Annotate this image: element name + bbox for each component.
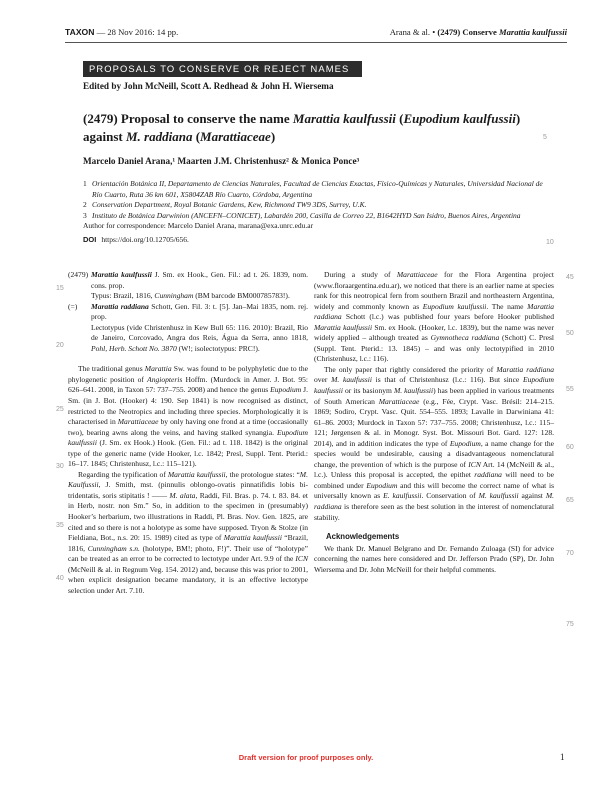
- journal-name: TAXON: [65, 27, 95, 37]
- right-column: [314, 270, 554, 575]
- line-number: 40: [56, 575, 64, 582]
- affiliation-3: 3 Instituto de Botánica Darwinion (ANCEFN–CONICET), Labardén 200, Casilla de Correo 22, B1642HYD San Isidro, Buenos Aires, Argentina: [83, 210, 521, 220]
- line-number: 30: [56, 463, 64, 470]
- proposal-number: (2479): [68, 270, 89, 279]
- line-number: 60: [566, 444, 574, 451]
- paragraph: The traditional genus Marattia Sw. was found to be polyphyletic due to the phylogenetic position of Angiopteris Hoffm. (Murdock in Amer. J. Bot. 95: 626–641. 2008, in Taxon 57: 737–755. 2008) and hence the genus Eupodium J. Sm. (in J. Bot. (Hooker) 4: 190. Sep 1841) is now recognised as distinct, restricted to the Neotropics and including three species. Morphologically it is characterised in Marattiaceae by only having one frond at a time (occasionally two), bearing awns along the veins, and having stalked synangia. Eupodium kaulfussii (J. Sm. ex Hook.) Hook. (Gen. Fil.: ad t. 118. 1842) is the original type of the generic name (vide Hooker, l.c. 1842; Presl, Suppl. Tent. Pterid.: 16–17. 1845; Christenhusz, l.c.: 115–121).: [68, 364, 309, 469]
- line-number: 25: [56, 406, 64, 413]
- line-number: 50: [566, 330, 574, 337]
- left-column: [68, 270, 308, 596]
- running-head-right: Arana & al. • (2479) Conserve Marattia kaulfussii: [389, 27, 567, 37]
- header-rule: [65, 42, 567, 43]
- line-number: 65: [566, 497, 574, 504]
- page-number: 1: [560, 752, 565, 762]
- rejected-name: Marattia raddiana Schott, Gen. Fil. 3: t. [5]. Jan–Mai 1835, nom. rej. prop.: [91, 301, 308, 322]
- conserved-name: Marattia kaulfussii J. Sm. ex Hook., Gen. Fil.: ad t. 26. 1839, nom. cons. prop.: [91, 270, 308, 290]
- line-number: 15: [56, 285, 64, 292]
- rejected-name-entry: [68, 302, 308, 355]
- line-number: 10: [546, 239, 554, 246]
- line-number: 70: [566, 550, 574, 557]
- acknowledgements-heading: Acknowledgements: [326, 532, 400, 542]
- line-number: 35: [56, 522, 64, 529]
- line-number: 5: [543, 134, 547, 141]
- title-line-2: against M. raddiana (Marattiaceae): [83, 129, 276, 144]
- line-number: 55: [566, 386, 574, 393]
- acknowledgements-text: We thank Dr. Manuel Belgrano and Dr. Fernando Zuloaga (SI) for advice concerning the names here considered and Dr. Jefferson Prado (SP), Dr. John Wiersema and Dr. John McNeill for their helpful comments.: [314, 543, 554, 574]
- doi-line: [83, 235, 553, 246]
- edited-by: Edited by John McNeill, Scott A. Redhead & John H. Wiersema: [83, 81, 334, 91]
- title-line-1: (2479) Proposal to conserve the name Marattia kaulfussii (Eupodium kaulfussii): [83, 111, 521, 126]
- rejected-marker: (=): [68, 301, 78, 311]
- rejected-lectotypus: Lectotypus (vide Christenhusz in Kew Bull 65: 116. 2010): Brazil, Rio de Janeiro, Corcovado, Angra dos Reis, Água da Serra, anno 1818, Pohl, Herb. Schott No. 3870 (W!; isolectotypus: PRC!).: [91, 322, 308, 353]
- affiliations: [83, 179, 553, 246]
- paragraph: Regarding the typification of Marattia kaulfussii, the protologue states: “M. Kaulfussii, J. Smith, mst. (pinnulis oblongo-ovatis pinnatifidis lobis bi-tridentatis, soris stipitatis ! —— M. alata, Raddi, Fil. Bras. p. 74. t. 83. 84. et in Herb, nostr. non Sm.” So, in addition to the specimen in (presumably) Hooker’s herbarium, two illustrations in Raddi, Pl. Bras. Nov. Gen. 1825, are cited and so there is not a holotype as some have supposed. Tryon & Stolze (in Fieldiana, Bot., n.s. 20: 15. 1989) cited as type of Marattia kaulfussii “Brazil, 1816, Cunningham s.n. (holotype, BM!; photo, F!)”. Their use of “holotype” can be treated as an error to be corrected to lectotype under Art. 9.9 of the ICN (McNeill & al. in Regnum Veg. 154. 2012) and, because this was prior to 2001, when explicit designation became mandatory, it is an effective lectotype selection under Art. 7.10.: [68, 469, 308, 595]
- paragraph: During a study of Marattiaceae for the Flora Argentina project (www.floraargentina.edu.ar), we noticed that there is an earlier name at species rank for this neotropical fern from southern Brazil and northeastern Argentina, widely and commonly known as Eupodium kaulfussii. The name Marattia raddiana Schott (l.c.) was published four years before Hooker published Marattia kaulfussii Sm. ex Hook. (Hooker, l.c. 1839), but the name was never widely applied – although treated as Gymnotheca raddiana (Schott) C. Presl (Suppl. Tent. Pterid.: 13. 1845) – and was only lectotypified in 2010 (Christenhusz, l.c.: 116).: [314, 270, 554, 364]
- running-head: [65, 27, 567, 41]
- line-number: 45: [566, 274, 574, 281]
- conserved-name-entry: [68, 270, 308, 302]
- affiliation-2: 2 Conservation Department, Royal Botanic Gardens, Kew, Richmond TW9 3DS, Surrey, U.K.: [83, 200, 367, 210]
- article-title: [83, 110, 543, 146]
- line-number: 75: [566, 621, 574, 628]
- doi-link[interactable]: https://doi.org/10.12705/656.: [101, 234, 189, 244]
- line-number: 20: [56, 342, 64, 349]
- author-list: Marcelo Daniel Arana,¹ Maarten J.M. Christenhusz² & Monica Ponce³: [83, 156, 360, 166]
- affiliation-1: 1 Orientación Botánica II, Departamento de Ciencias Naturales, Facultad de Ciencias Exactas, Físico-Químicas y Naturales, Universidad Nacional de Río Cuarto, Ruta 36 km 601, X5804ZAB Río Cuarto, Córdoba, Argentina: [83, 179, 543, 199]
- correspondence-line: Author for correspondence: Marcelo Daniel Arana, marana@exa.unrc.edu.ar: [83, 221, 314, 231]
- running-head-left: [65, 27, 178, 37]
- issue-date: — 28 Nov 2016: 14 pp.: [94, 27, 179, 37]
- section-banner: PROPOSALS TO CONSERVE OR REJECT NAMES: [83, 61, 362, 77]
- doi-label: DOI: [83, 234, 97, 244]
- conserved-typus: Typus: Brazil, 1816, Cunningham (BM barcode BM000785783!).: [91, 291, 290, 301]
- draft-notice: Draft version for proof purposes only.: [238, 753, 374, 762]
- paragraph: The only paper that rightly considered the priority of Marattia raddiana over M. kaulfussii is that of Christenhusz (l.c.: 116). But since Eupodium kaulfussii or its basionym M. kaulfussii) has been applied in various treatments of South American Marattiaceae (e.g., Fée, Crypt. Vasc. Brésil: 214–215. 1869; Sodiro, Crypt. Vasc. Quit. 554–555. 1893; Lavalle in Darwiniana 41: 61–86. 2003; Murdock in Taxon 57: 737–755. 2008; Christenhusz, l.c.: 115–121; Jørgensen & al. in Monogr. Syst. Bot. Missouri Bot. Gard. 127: 128. 2014), and in addition indicates the type of Eupodium, a name change for the species would be undesirable, causing a disadvantageous nomenclatural change, the prevention of which is the purpose of ICN Art. 14 (McNeill & al., l.c.). Unless this proposal is accepted, the epithet raddiana will need to be combined under Eupodium and this will become the correct name of what is universally known as E. kaulfussii. Conservation of M. kaulfussii against M. raddiana is therefore seen as the best solution in the interest of nomenclatural stability.: [314, 364, 555, 522]
